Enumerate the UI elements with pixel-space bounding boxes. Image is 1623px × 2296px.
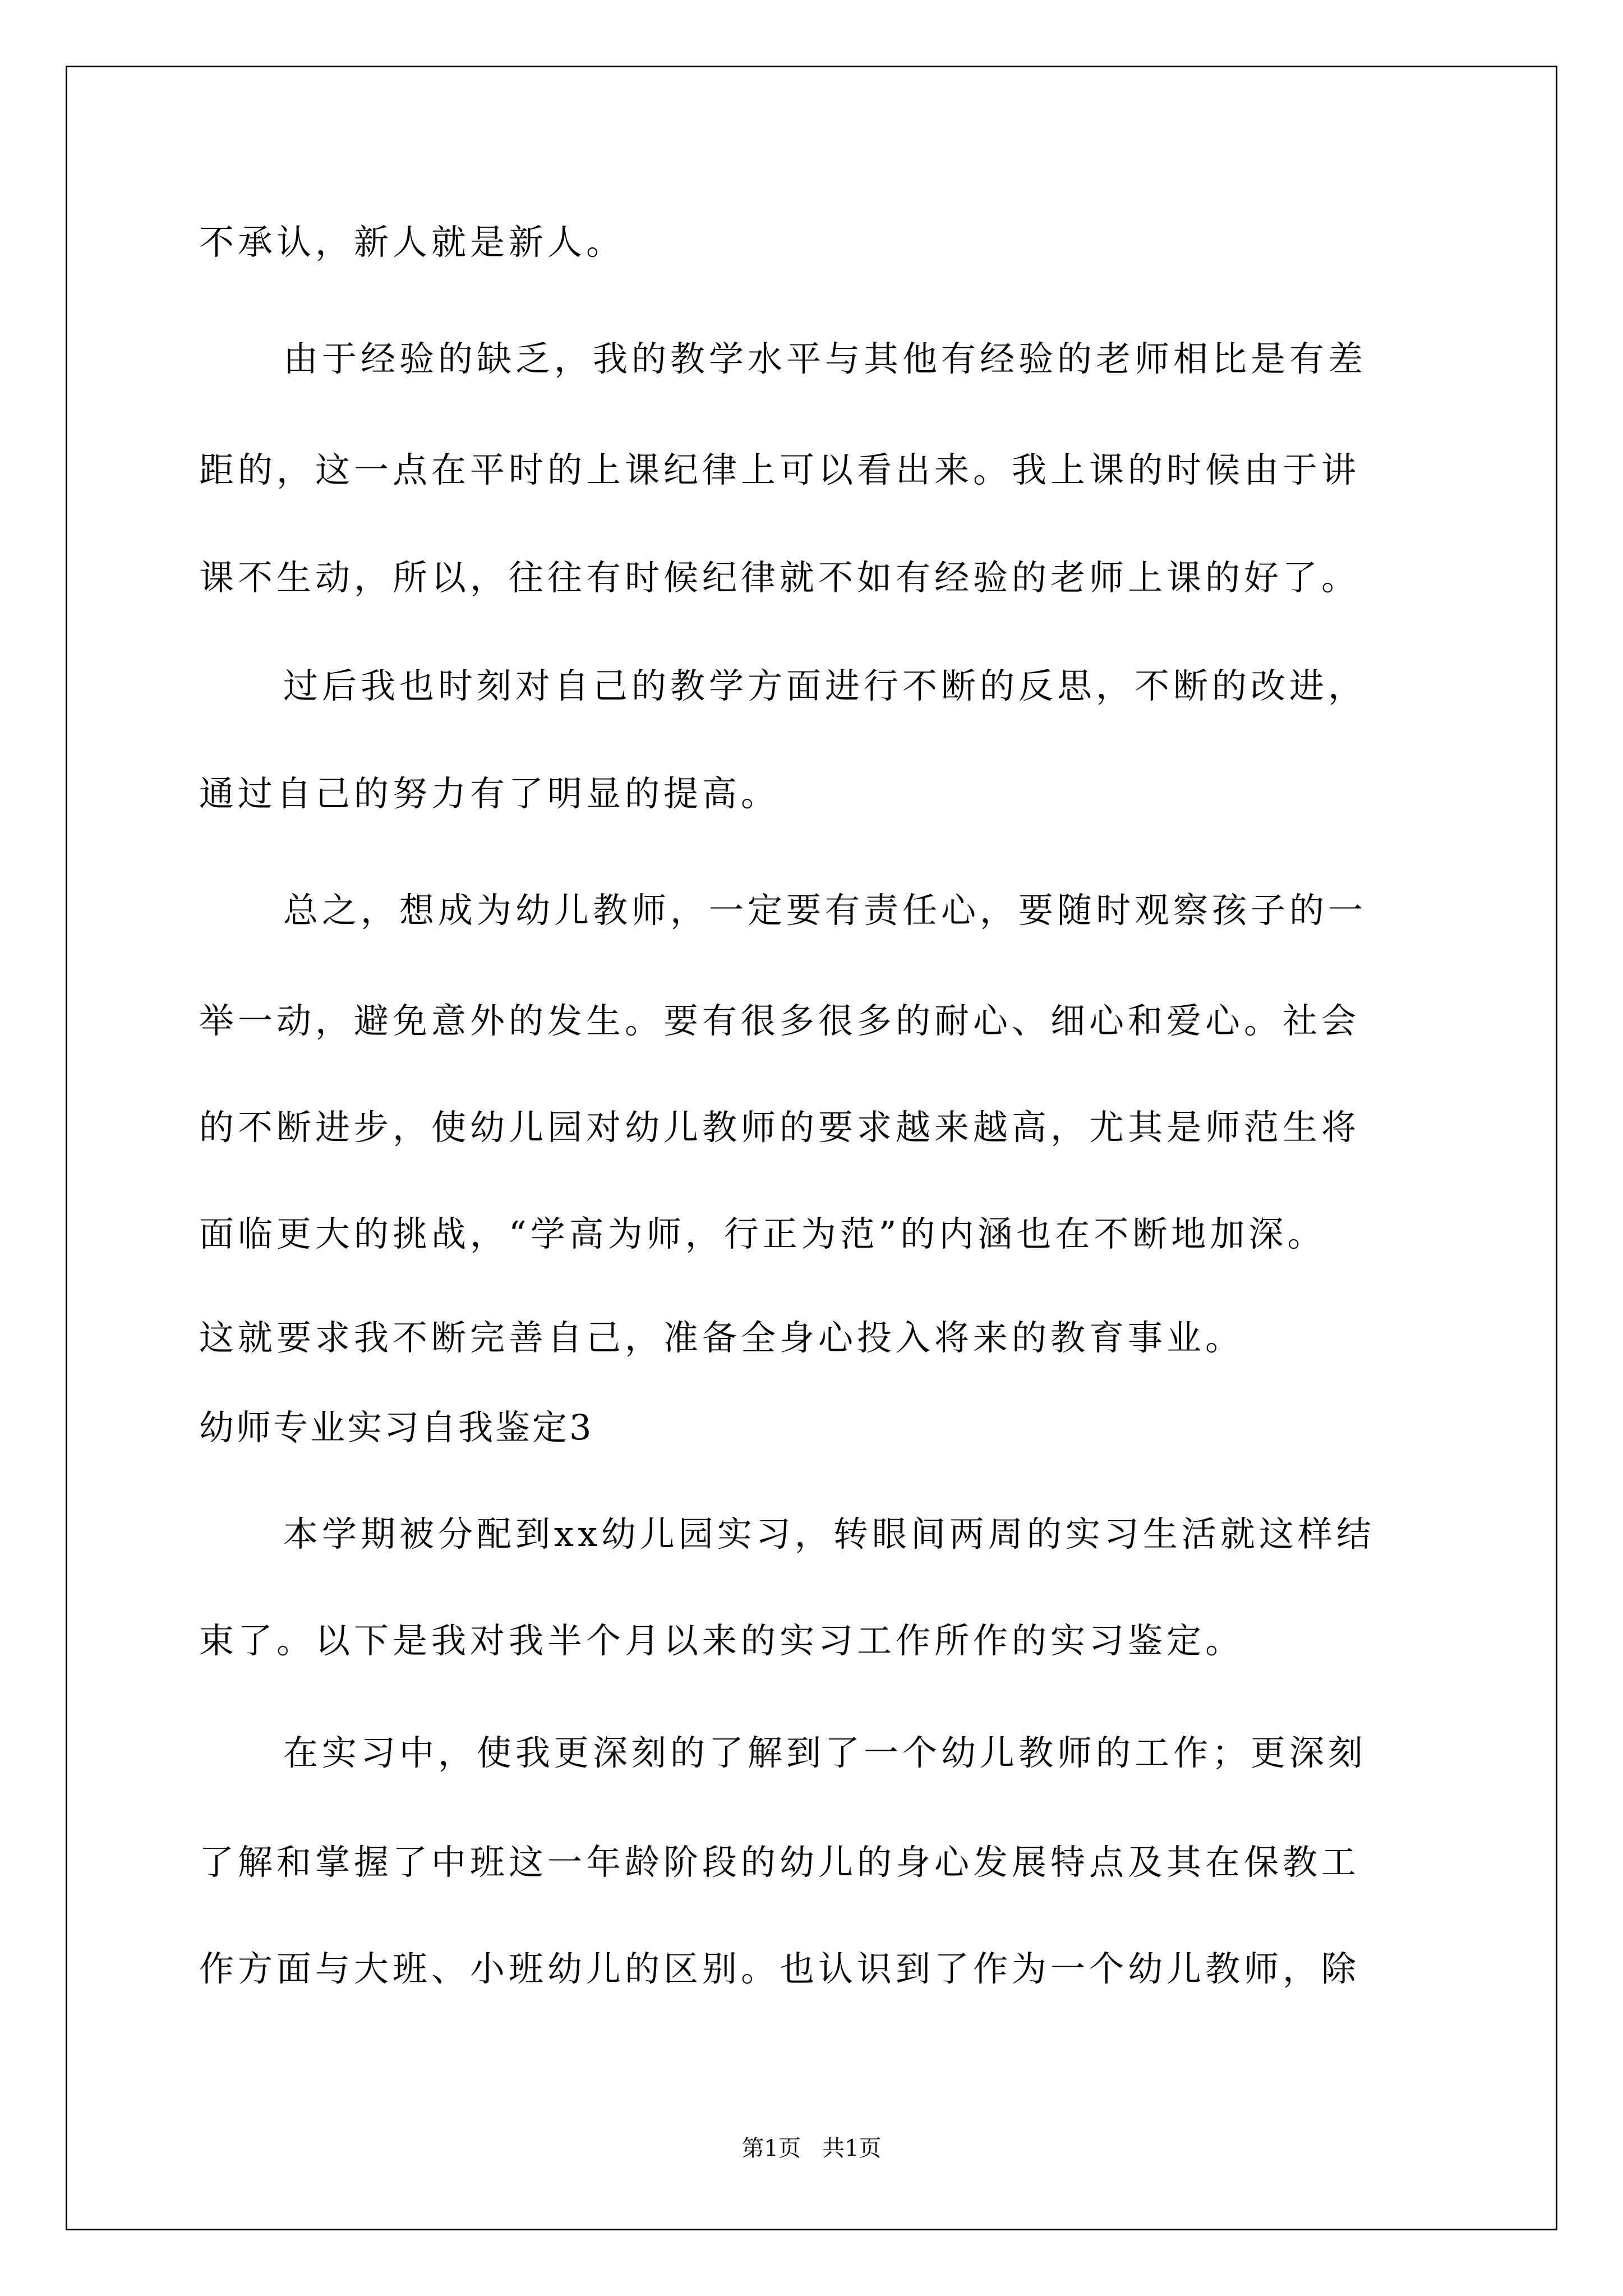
paragraph-line: 这就要求我不断完善自己，准备全身心投入将来的教育事业。 (199, 1317, 1244, 1358)
paragraph-line: 举一动，避免意外的发生。要有很多很多的耐心、细心和爱心。社会 (199, 1000, 1361, 1041)
paragraph-line: 通过自己的努力有了明显的提高。 (199, 773, 780, 814)
paragraph-line: 距的，这一点在平时的上课纪律上可以看出来。我上课的时候由于讲 (199, 449, 1361, 490)
paragraph-line: 作方面与大班、小班幼儿的区别。也认识到了作为一个幼儿教师，除 (199, 1948, 1361, 1989)
paragraph-line: 由于经验的缺乏，我的教学水平与其他有经验的老师相比是有差 (283, 338, 1367, 379)
paragraph-line: 课不生动，所以，往往有时候纪律就不如有经验的老师上课的好了。 (199, 557, 1361, 598)
page-number-footer: 第1页 共1页 (741, 2136, 882, 2161)
paragraph-line: 了解和掌握了中班这一年龄阶段的幼儿的身心发展特点及其在保教工 (199, 1842, 1361, 1883)
section-heading: 幼师专业实习自我鉴定3 (199, 1407, 594, 1448)
paragraph-line: 束了。以下是我对我半个月以来的实习工作所作的实习鉴定。 (199, 1620, 1244, 1661)
paragraph-line: 的不断进步，使幼儿园对幼儿教师的要求越来越高，尤其是师范生将 (199, 1107, 1361, 1148)
paragraph-line: 在实习中，使我更深刻的了解到了一个幼儿教师的工作；更深刻 (283, 1732, 1367, 1773)
paragraph-line: 不承认，新人就是新人。 (199, 222, 625, 263)
paragraph-line: 过后我也时刻对自己的教学方面进行不断的反思，不断的改进， (283, 665, 1367, 706)
paragraph-line: 面临更大的挑战，“学高为师，行正为范”的内涵也在不断地加深。 (199, 1213, 1326, 1254)
paragraph-line: 本学期被分配到xx幼儿园实习，转眼间两周的实习生活就这样结 (283, 1513, 1375, 1554)
paragraph-line: 总之，想成为幼儿教师，一定要有责任心，要随时观察孩子的一 (283, 890, 1367, 931)
